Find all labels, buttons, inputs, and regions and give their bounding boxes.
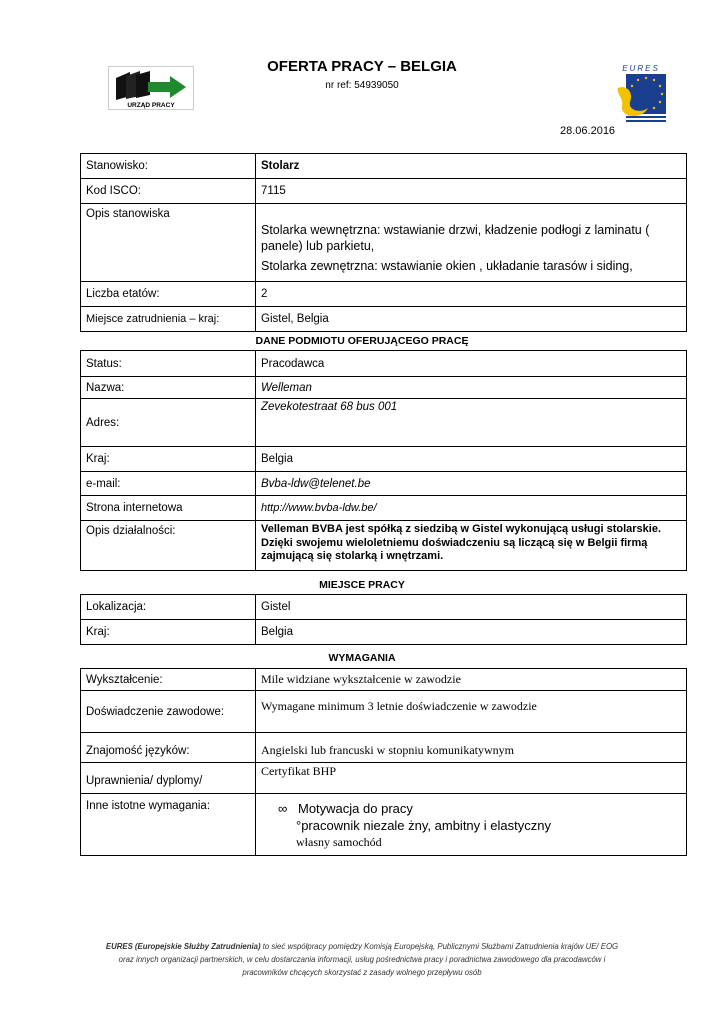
email-label: e-mail:: [81, 472, 256, 496]
footer-note: [60, 940, 664, 979]
opis-stanowiska-label: Opis stanowiska: [81, 204, 256, 282]
isco-value: 7115: [256, 179, 687, 204]
miejsce-label: Miejsce zatrudnienia – kraj:: [81, 307, 256, 332]
workplace-table: [80, 594, 687, 645]
requirements-section-title: WYMAGANIA: [328, 652, 396, 664]
www-label: Strona internetowa: [81, 496, 256, 521]
offer-date: 28.06.2016: [560, 125, 616, 137]
etaty-label: Liczba etatów:: [81, 282, 256, 307]
inne-bullet-1: Motywacja do pracy: [298, 801, 413, 816]
logo-right-text: EURES: [622, 64, 660, 73]
miejsce-value: Gistel, Belgia: [256, 307, 687, 332]
status-label: Status:: [81, 351, 256, 377]
infinity-bullet-icon: ∞: [278, 801, 288, 816]
stanowisko-label: Stanowisko:: [81, 154, 256, 179]
inne-label: Inne istotne wymagania:: [81, 794, 256, 856]
opis-line-1: Stolarka wewnętrzna: wstawianie drzwi, kładzenie podłogi z laminatu ( panele) lub parkietu,: [261, 222, 650, 253]
footer-bold: EURES (Europejskie Służby Zatrudnienia): [105, 942, 261, 951]
employer-section-title: DANE PODMIOTU OFERUJĄCEGO PRACĘ: [255, 335, 469, 347]
opis-dzialalnosci-label: Opis działalności:: [81, 521, 256, 571]
opis-dzialalnosci-value: Velleman BVBA jest spółką z siedzibą w Gistel wykonującą usługi stolarskie. Dzięki swojemu wieloletniemu doświadczeniu są liczącą się w Belgii firmą zajmującą się stolarką i wnętrzami.: [256, 521, 687, 571]
inne-bullet-2: pracownik niezale żny, ambitny i elastyczny: [301, 818, 551, 833]
uprawnienia-label: Uprawnienia/ dyplomy/: [81, 763, 256, 794]
footer-line-3: pracowników chcących skorzystać z zasady wolnego przepływu osób: [242, 968, 482, 977]
email-value[interactable]: Bvba-ldw@telenet.be: [256, 472, 687, 496]
job-table: [80, 153, 687, 332]
lokalizacja-value: Gistel: [256, 595, 687, 620]
kraj-value: Belgia: [256, 447, 687, 472]
status-value: Pracodawca: [256, 351, 687, 377]
logo-left-text: URZĄD PRACY: [127, 102, 175, 109]
wyksztalcenie-label: Wykształcenie:: [81, 669, 256, 691]
workplace-kraj-label: Kraj:: [81, 620, 256, 645]
uprawnienia-value: Certyfikat BHP: [256, 763, 687, 794]
lokalizacja-label: Lokalizacja:: [81, 595, 256, 620]
isco-label: Kod ISCO:: [81, 179, 256, 204]
degree-bullet-icon: °: [296, 818, 302, 833]
opis-line-2: Stolarka zewnętrzna: wstawianie okien , układanie tarasów i siding,: [261, 258, 633, 273]
workplace-kraj-value: Belgia: [256, 620, 687, 645]
reference-number: nr ref: 54939050: [325, 80, 399, 91]
stanowisko-value: Stolarz: [256, 154, 687, 179]
nazwa-label: Nazwa:: [81, 377, 256, 399]
inne-bullet-3: własny samochód: [296, 835, 382, 849]
adres-value: Zevekotestraat 68 bus 001: [256, 399, 687, 447]
jezyki-label: Znajomość języków:: [81, 733, 256, 763]
nazwa-value: Welleman: [256, 377, 687, 399]
doswiadczenie-label: Doświadczenie zawodowe:: [81, 691, 256, 733]
doswiadczenie-value: Wymagane minimum 3 letnie doświadczenie w zawodzie: [256, 691, 687, 733]
etaty-value: 2: [256, 282, 687, 307]
jezyki-value: Angielski lub francuski w stopniu komunikatywnym: [256, 733, 687, 763]
adres-label: Adres:: [81, 399, 256, 447]
footer-line-1: to sieć współpracy pomiędzy Komisją Europejską, Publicznymi Służbami Zatrudnienia krajów UE/ EOG: [260, 942, 619, 951]
www-value[interactable]: http://www.bvba-ldw.be/: [256, 496, 687, 521]
workplace-section-title: MIEJSCE PRACY: [319, 579, 405, 591]
page-title: OFERTA PRACY – BELGIA: [267, 58, 457, 75]
wyksztalcenie-value: Mile widziane wykształcenie w zawodzie: [256, 669, 687, 691]
footer-line-2: oraz innych organizacji partnerskich, w celu dostarczania informacji, usług pośrednictwa pracy i poradnictwa zawodowego dla pracodawców i: [118, 955, 606, 964]
requirements-table: [80, 668, 687, 856]
kraj-label: Kraj:: [81, 447, 256, 472]
employer-table: [80, 350, 687, 571]
